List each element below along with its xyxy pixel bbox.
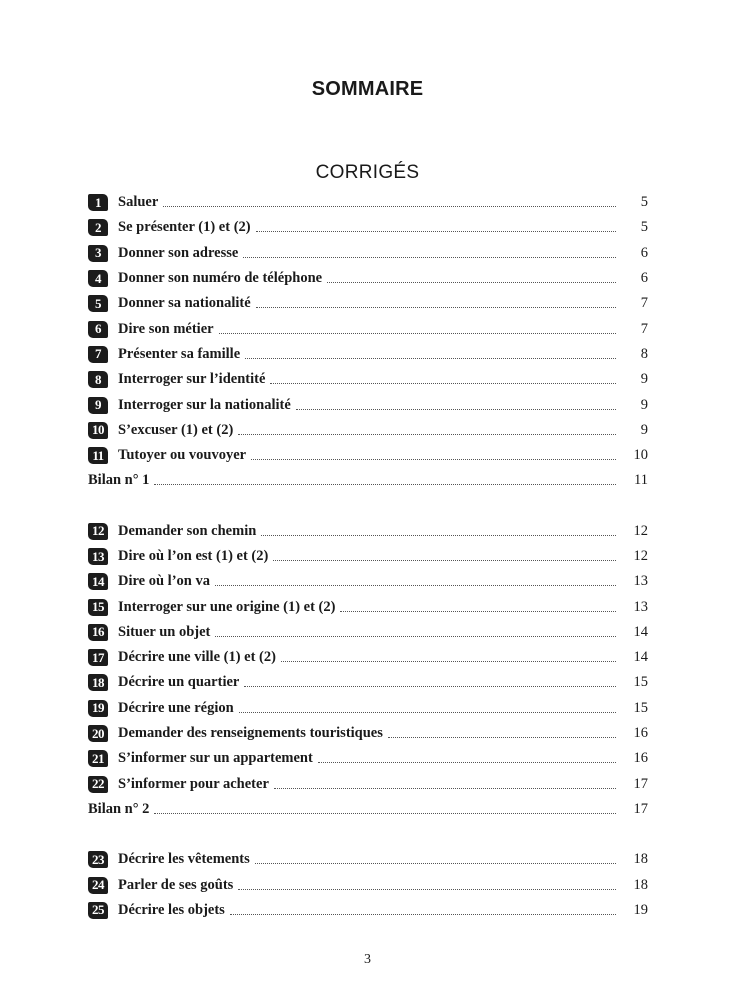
toc-entry[interactable] xyxy=(88,519,648,544)
toc-entry[interactable] xyxy=(88,544,648,569)
toc-entry-label: Présenter sa famille xyxy=(118,345,241,362)
toc-entry-page: 12 xyxy=(633,548,648,564)
toc-entry-label: Dire où l’on est (1) et (2) xyxy=(118,548,269,564)
toc-entry[interactable] xyxy=(88,620,648,645)
toc-section xyxy=(88,847,648,923)
chapter-number-badge: 4 xyxy=(88,270,108,287)
toc-entry-label: Demander des renseignements touristiques xyxy=(118,725,383,742)
dot-leader xyxy=(238,434,616,435)
chapter-number-badge: 25 xyxy=(88,902,108,919)
page-number: 3 xyxy=(364,952,371,967)
chapter-number-badge: 23 xyxy=(88,851,108,868)
toc-entry-label: Dire où l’on va xyxy=(118,573,210,590)
dot-leader xyxy=(261,535,616,536)
dot-leader xyxy=(215,585,616,586)
toc-entry-page: 16 xyxy=(633,750,648,767)
toc-entry[interactable] xyxy=(88,392,648,417)
dot-leader xyxy=(388,737,616,738)
toc-entry[interactable] xyxy=(88,367,648,392)
chapter-number-badge: 22 xyxy=(88,776,108,793)
toc-entry[interactable] xyxy=(88,670,648,695)
dot-leader xyxy=(256,307,616,308)
toc-entry-page: 9 xyxy=(640,396,648,413)
page-title: SOMMAIRE xyxy=(311,78,424,100)
dot-leader xyxy=(296,409,616,410)
toc-entry-label: Tutoyer ou vouvoyer xyxy=(118,447,247,464)
chapter-number-badge: 18 xyxy=(88,674,108,691)
toc-bilan-entry[interactable] xyxy=(88,468,648,493)
toc-entry-page: 16 xyxy=(633,725,648,742)
toc-entry-page: 6 xyxy=(640,244,648,261)
toc-entry[interactable] xyxy=(88,342,648,367)
chapter-number-badge: 8 xyxy=(88,371,108,388)
dot-leader xyxy=(238,889,616,890)
toc-entry[interactable] xyxy=(88,190,648,215)
chapter-number-badge: 20 xyxy=(88,725,108,742)
chapter-number-badge: 19 xyxy=(88,700,108,717)
toc-entry-label: Interroger sur l’identité xyxy=(118,371,266,388)
chapter-number-badge: 9 xyxy=(88,397,108,414)
toc-entry-label: Décrire un quartier xyxy=(118,674,240,691)
dot-leader xyxy=(274,788,616,789)
chapter-number-badge: 24 xyxy=(88,877,108,894)
toc-entry-label: Bilan n° 1 xyxy=(88,472,150,489)
chapter-number-badge: 11 xyxy=(88,447,108,464)
toc-entry-page: 18 xyxy=(633,851,648,868)
chapter-number-badge: 6 xyxy=(88,321,108,338)
dot-leader xyxy=(270,383,616,384)
toc-entry-page: 17 xyxy=(633,775,648,792)
toc-entry[interactable] xyxy=(88,241,648,266)
toc-entry[interactable] xyxy=(88,418,648,443)
toc-entry[interactable] xyxy=(88,772,648,797)
chapter-number-badge: 12 xyxy=(88,523,108,540)
dot-leader xyxy=(230,914,616,915)
chapter-number-badge: 15 xyxy=(88,599,108,616)
toc-entry-page: 15 xyxy=(633,699,648,716)
dot-leader xyxy=(255,863,616,864)
toc-entry-page: 13 xyxy=(633,573,648,590)
toc-entry-page: 9 xyxy=(640,371,648,388)
toc-entry-page: 18 xyxy=(633,876,648,893)
chapter-number-badge: 3 xyxy=(88,245,108,262)
toc-entry-label: Dire son métier xyxy=(118,320,214,337)
dot-leader xyxy=(256,231,616,232)
toc-entry[interactable] xyxy=(88,316,648,341)
toc-entry-page: 12 xyxy=(633,522,648,539)
toc-entry-page: 13 xyxy=(633,598,648,615)
toc-entry-label: S’informer sur un appartement xyxy=(118,750,313,767)
toc-entry-page: 8 xyxy=(640,345,648,362)
toc-entry-page: 14 xyxy=(633,623,648,640)
toc-entry[interactable] xyxy=(88,594,648,619)
toc-entry-page: 5 xyxy=(640,219,648,236)
dot-leader xyxy=(154,813,616,814)
chapter-number-badge: 1 xyxy=(88,194,108,211)
section-subtitle: CORRIGÉS xyxy=(315,162,420,183)
toc-entry-page: 11 xyxy=(634,472,648,489)
toc-entry-label: Bilan n° 2 xyxy=(88,800,150,817)
toc-entry[interactable] xyxy=(88,215,648,240)
toc-section xyxy=(88,519,648,823)
dot-leader xyxy=(219,333,616,334)
dot-leader xyxy=(251,459,616,460)
toc-entry-label: Se présenter (1) et (2) xyxy=(118,219,251,236)
dot-leader xyxy=(239,712,616,713)
dot-leader xyxy=(215,636,616,637)
chapter-number-badge: 17 xyxy=(88,649,108,666)
toc-entry-label: Donner sa nationalité xyxy=(118,295,251,312)
toc-entry-label: S’excuser (1) et (2) xyxy=(118,421,234,438)
dot-leader xyxy=(318,762,616,763)
dot-leader xyxy=(281,661,616,662)
toc-entry-page: 6 xyxy=(640,270,648,287)
toc-entry-page: 7 xyxy=(640,295,648,312)
toc-bilan-entry[interactable] xyxy=(88,797,648,822)
dot-leader xyxy=(163,206,616,207)
chapter-number-badge: 5 xyxy=(88,295,108,312)
toc-entry[interactable] xyxy=(88,443,648,468)
toc-entry[interactable] xyxy=(88,266,648,291)
toc-entry-label: Situer un objet xyxy=(118,623,211,640)
toc-entry-page: 19 xyxy=(633,901,648,918)
toc-entry[interactable] xyxy=(88,898,648,923)
toc-entry[interactable] xyxy=(88,291,648,316)
toc-entry-page: 7 xyxy=(640,320,648,337)
toc-entry-label: Donner son numéro de téléphone xyxy=(118,270,323,287)
toc-entry-label: Saluer xyxy=(118,194,159,211)
toc-entry[interactable] xyxy=(88,746,648,771)
dot-leader xyxy=(273,560,616,561)
toc-entry-label: Décrire les objets xyxy=(118,901,225,918)
toc-entry[interactable] xyxy=(88,872,648,897)
toc-entry-page: 5 xyxy=(640,194,648,211)
chapter-number-badge: 2 xyxy=(88,219,108,236)
toc-entry-page: 15 xyxy=(633,674,648,691)
toc-entry-page: 9 xyxy=(640,421,648,438)
toc-entry-label: Interroger sur une origine (1) et (2) xyxy=(118,598,336,615)
toc-entry-label: Décrire une région xyxy=(118,699,234,716)
toc-entry-label: Décrire une ville (1) et (2) xyxy=(118,649,276,666)
toc-entry-label: Donner son adresse xyxy=(118,244,239,261)
toc-entry[interactable] xyxy=(88,696,648,721)
chapter-number-badge: 7 xyxy=(88,346,108,363)
toc-entry-label: Parler de ses goûts xyxy=(118,876,234,893)
dot-leader xyxy=(340,611,616,612)
toc-entry-label: Demander son chemin xyxy=(118,522,257,539)
toc-entry[interactable] xyxy=(88,645,648,670)
toc-entry-page: 10 xyxy=(633,447,648,464)
toc-entry-page: 14 xyxy=(633,649,648,666)
toc-entry[interactable] xyxy=(88,847,648,872)
toc-entry[interactable] xyxy=(88,569,648,594)
dot-leader xyxy=(154,484,616,485)
table-of-contents xyxy=(88,190,648,923)
toc-entry-page: 17 xyxy=(633,800,648,817)
chapter-number-badge: 21 xyxy=(88,750,108,767)
chapter-number-badge: 10 xyxy=(88,422,108,439)
dot-leader xyxy=(243,257,616,258)
dot-leader xyxy=(327,282,616,283)
toc-entry-label: Interroger sur la nationalité xyxy=(118,396,291,413)
chapter-number-badge: 13 xyxy=(88,548,108,565)
chapter-number-badge: 14 xyxy=(88,573,108,590)
dot-leader xyxy=(244,686,616,687)
toc-entry-label: S’informer pour acheter xyxy=(118,775,269,792)
toc-section xyxy=(88,190,648,494)
toc-entry-label: Décrire les vêtements xyxy=(118,851,250,868)
dot-leader xyxy=(245,358,616,359)
toc-entry[interactable] xyxy=(88,721,648,746)
chapter-number-badge: 16 xyxy=(88,624,108,641)
